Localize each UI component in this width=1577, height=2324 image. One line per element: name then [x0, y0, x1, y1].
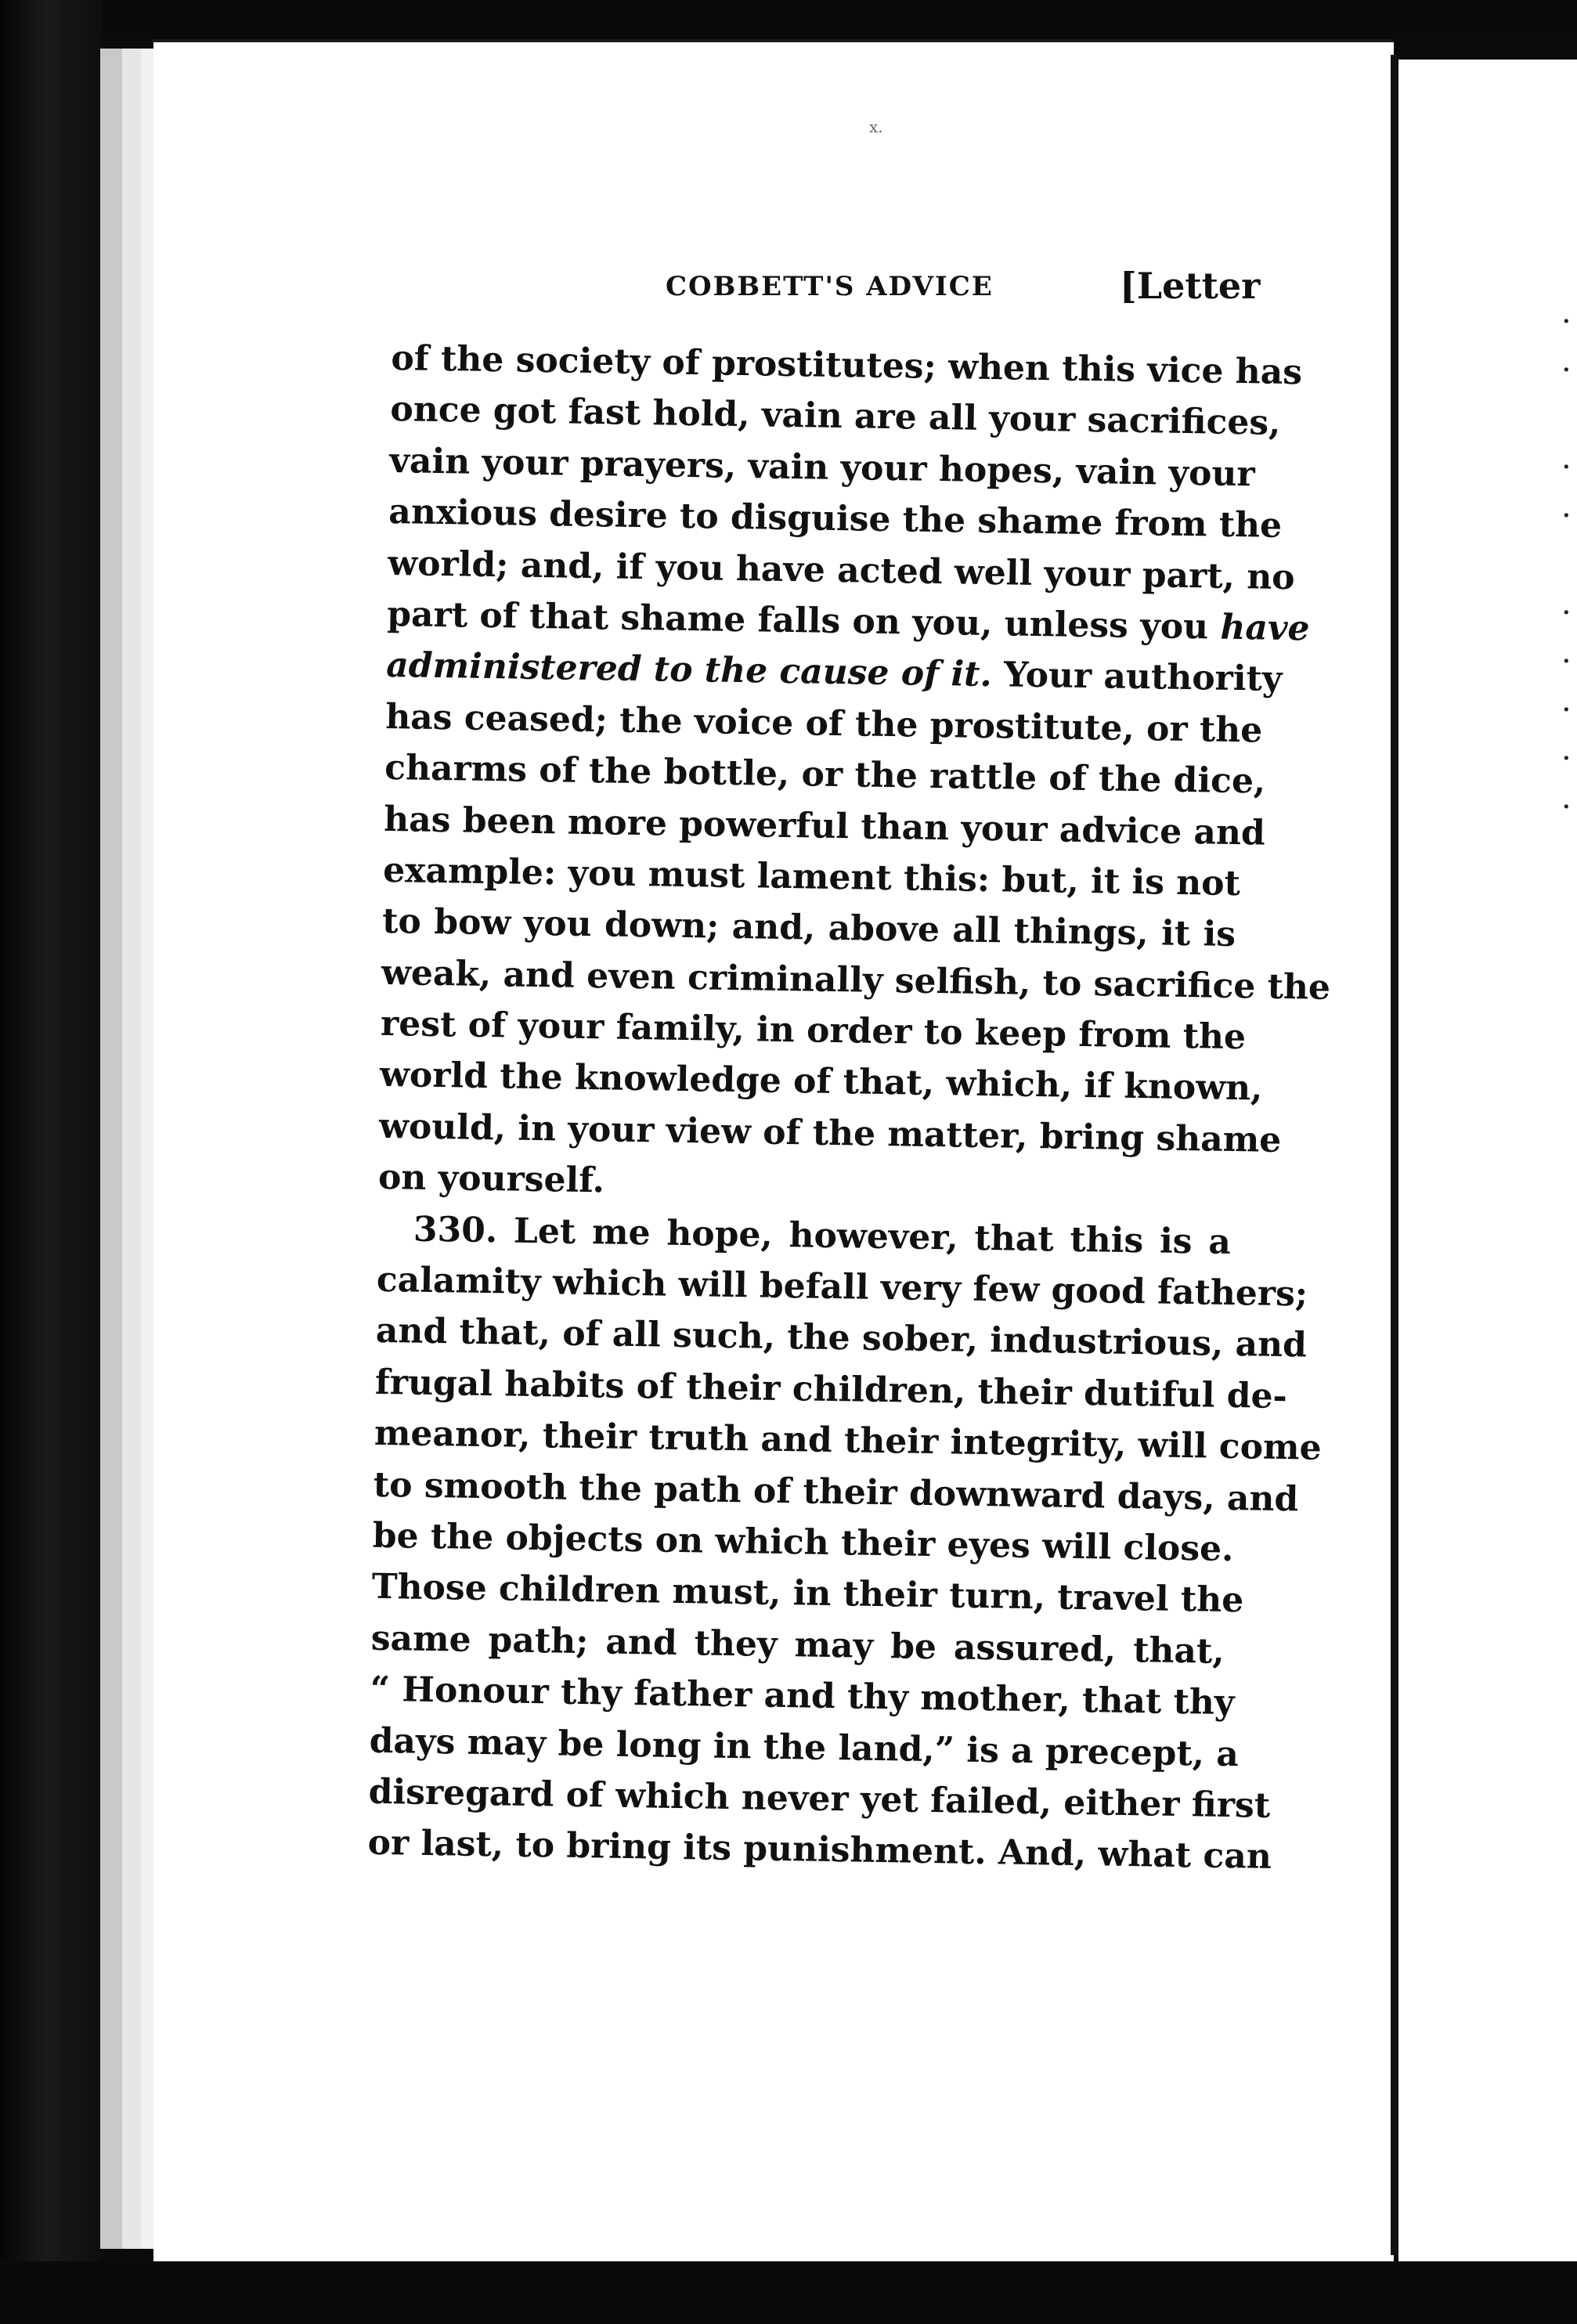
book-binding [0, 0, 102, 2324]
text-line-content: calamity which will befall very few good fathers; [376, 1259, 1308, 1315]
text-line-content: or last, to bring its punishment. And, what can [367, 1823, 1272, 1878]
text-line-content: example: you must lament this: but, it is not [382, 850, 1241, 904]
text-line-content: to smooth the path of their downward days, and [373, 1464, 1299, 1519]
text-line-content: has been more powerful than your advice and [383, 799, 1266, 853]
text-line-content: same path; and they may be assured, that, [370, 1618, 1225, 1672]
text-line-content: would, in your view of the matter, bring shame [378, 1106, 1282, 1160]
running-head-letter: [Letter [1120, 265, 1261, 307]
body-text [367, 333, 1331, 1882]
text-line-content: Those children must, in their turn, travel the [371, 1567, 1244, 1621]
facing-page-text-fragments: · · · · · · · · · [1561, 304, 1572, 825]
folio-mark: x. [869, 117, 883, 136]
text-line-content: has ceased; the voice of the prostitute, or the [384, 696, 1263, 751]
text-line-content: world the knowledge of that, which, if known, [379, 1055, 1263, 1110]
text-line-content: charms of the bottle, or the rattle of the dice, [384, 748, 1266, 802]
text-line-content: meanor, their truth and their integrity, will come [374, 1413, 1322, 1469]
text-line-content: weak, and even criminally selfish, to sacrifice the [381, 952, 1331, 1008]
facing-page [1398, 60, 1577, 2261]
text-line-content: world; and, if you have acted well your part, no [387, 543, 1296, 597]
text-line-content: on yourself. [377, 1157, 605, 1201]
text-line-content: anxious desire to disguise the shame from the [388, 492, 1283, 547]
text-line-content: Your authority [991, 655, 1283, 700]
text-line-content: “ Honour thy father and thy mother, that thy [370, 1669, 1235, 1723]
text-line-content: part of that shame falls on you, unless you [386, 594, 1221, 648]
text-line-content: and that, of all such, the sober, industrious, and [375, 1311, 1308, 1366]
gutter-shadow [1391, 55, 1398, 2255]
text-line-content: days may be long in the land,” is a precept, a [369, 1720, 1240, 1774]
running-head [392, 265, 1261, 312]
italic-text: administered to the cause of it. [385, 645, 993, 695]
scan-top-border [0, 0, 1577, 39]
page-edge [100, 49, 124, 2249]
text-line-content: disregard of which never yet failed, either first [368, 1771, 1271, 1826]
text-line-content: rest of your family, in order to keep from the [380, 1003, 1247, 1058]
text-line-content: of the society of prostitutes; when this vice has [391, 337, 1303, 393]
running-head-title: COBBETT'S ADVICE [666, 271, 994, 302]
text-line-content: vain your prayers, vain your hopes, vain your [389, 440, 1256, 495]
scan-bottom-border [0, 2261, 1577, 2324]
page-edge [122, 49, 143, 2249]
text-line-content: to bow you down; and, above all things, it is [381, 901, 1236, 955]
text-line-content: be the objects on which their eyes will close. [372, 1515, 1234, 1570]
text-line-content: frugal habits of their children, their dutiful de- [374, 1362, 1288, 1416]
text-line-content: 330. Let me hope, however, that this is a [413, 1209, 1232, 1262]
italic-text: have [1220, 607, 1310, 649]
text-line-content: once got fast hold, vain are all your sacrifices, [390, 389, 1281, 444]
